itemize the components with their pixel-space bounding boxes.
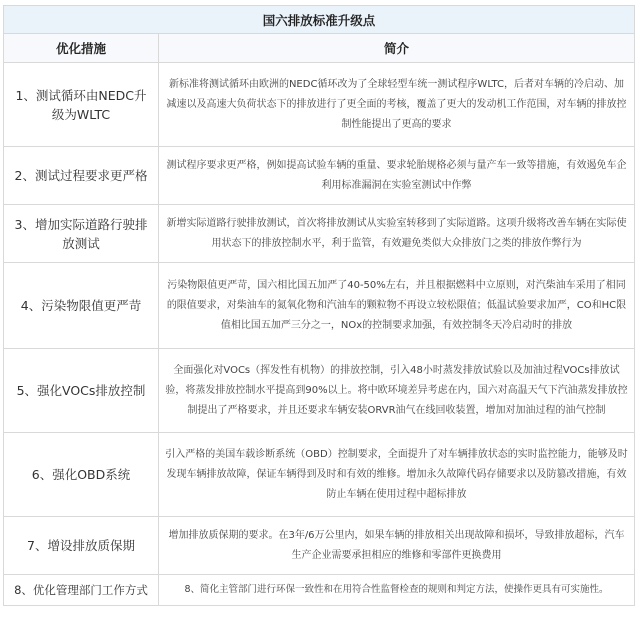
row-summary: 全面强化对VOCs（挥发性有机物）的排放控制，引入48小时蒸发排放试验以及加油过程VOCs排放试验，将蒸发排放控制水平提高到90%以上。将中欧环境差异考虑在内，国六对高温天气下汽油蒸发排放控制提出了严格要求，并且还要求车辆安装ORVR油气在线回收装置，增加对加油过程的油气控制	[165, 364, 628, 416]
row-measure: 7、增设排放质保期	[4, 517, 159, 574]
row-summary: 新增实际道路行驶排放测试，首次将排放测试从实验室转移到了实际道路。这项升级将改善车辆在实际使用状态下的排放控制水平，利于监管，有效避免类似大众排放门之类的排放作弊行为	[166, 217, 627, 249]
row-summary: 污染物限值更严苛，国六相比国五加严了40-50%左右，并且根据燃料中立原则，对汽柴油车采用了相同的限值要求，对柴油车的氮氧化物和汽油车的颗粒物不再设立较松限值；低温试验要求加严，CO和HC限值相比国五加严三分之一，NOx的控制要求加强，有效控制冬天冷启动时的排放	[166, 279, 627, 331]
table-header-row	[4, 34, 634, 63]
row-summary: 测试程序要求更严格，例如提高试验车辆的重量、要求轮胎规格必须与量产车一致等措施，有效遏免车企利用标准漏洞在实验室测试中作弊	[166, 159, 627, 191]
row-summary: 8、简化主管部门进行环保一致性和在用符合性监督检查的规则和判定方法，使操作更具有可实施性。	[184, 584, 609, 595]
table-row	[4, 205, 634, 263]
row-summary: 引入严格的美国车载诊断系统（OBD）控制要求，全面提升了对车辆排放状态的实时监控能力，能够及时发现车辆排放故障，保证车辆得到及时和有效的维修。增加永久故障代码存储要求以及防篡改措施，有效防止车辆在使用过程中超标排放	[165, 448, 628, 500]
row-measure: 3、增加实际道路行驶排放测试	[4, 205, 159, 262]
upgrade-points-table	[3, 5, 635, 606]
row-measure: 6、强化OBD系统	[4, 433, 159, 516]
table-row	[4, 575, 634, 605]
row-summary: 增加排放质保期的要求。在3年/6万公里内，如果车辆的排放相关出现故障和损坏，导致排放超标，汽车生产企业需要承担相应的维修和零部件更换费用	[168, 529, 625, 561]
row-summary: 新标准将测试循环由欧洲的NEDC循环改为了全球轻型车统一测试程序WLTC，后者对车辆的冷启动、加减速以及高速大负荷状态下的排放进行了更全面的考核，覆盖了更大的发动机工作范围，对车辆的排放控制性能提出了更高的要求	[166, 78, 627, 130]
table-row	[4, 349, 634, 433]
row-measure: 2、测试过程要求更严格	[4, 147, 159, 204]
table-row	[4, 147, 634, 205]
header-measure: 优化措施	[4, 34, 159, 62]
table-row	[4, 517, 634, 575]
header-summary: 简介	[383, 41, 409, 56]
row-measure: 1、测试循环由NEDC升级为WLTC	[4, 63, 159, 146]
row-measure: 8、优化管理部门工作方式	[4, 575, 159, 605]
table-row	[4, 433, 634, 517]
table-row	[4, 263, 634, 349]
row-measure: 4、污染物限值更严苛	[4, 263, 159, 348]
table-title: 国六排放标准升级点	[4, 6, 634, 34]
table-row	[4, 63, 634, 147]
row-measure: 5、强化VOCs排放控制	[4, 349, 159, 432]
